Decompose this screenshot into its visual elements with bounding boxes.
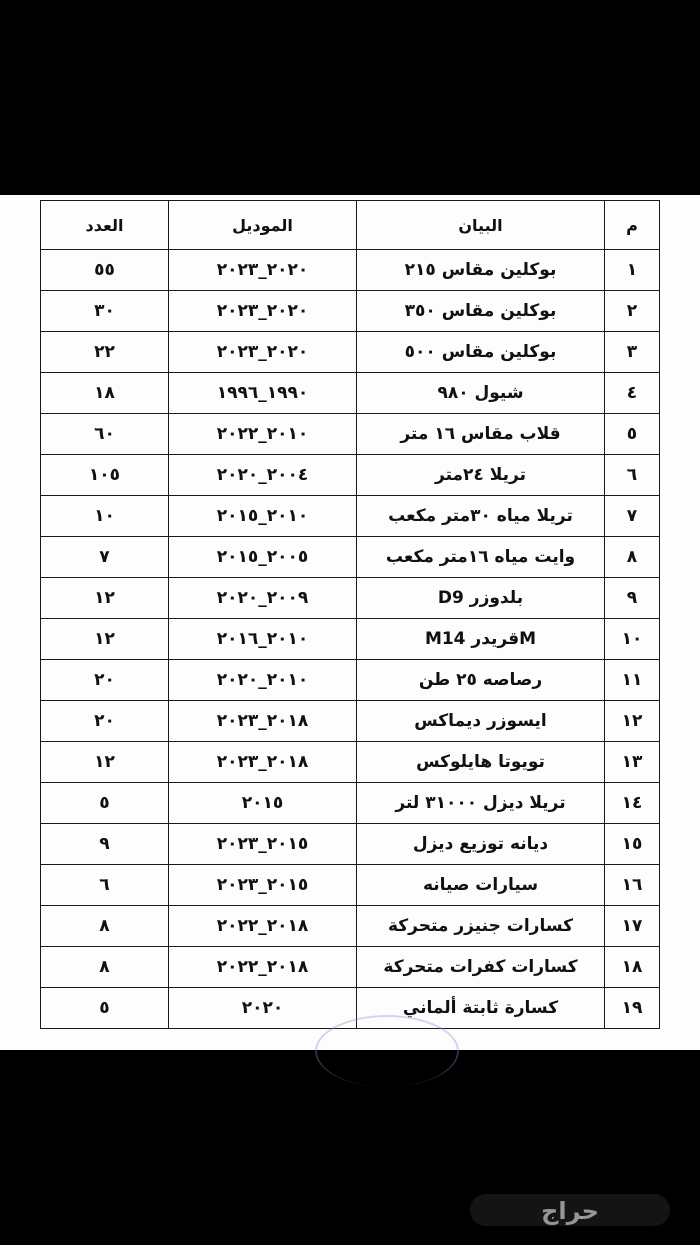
row-model: ٢٠٠٤_٢٠٢٠ — [169, 455, 357, 496]
row-description: قلاب مقاس ١٦ متر — [357, 414, 605, 455]
table-row — [41, 865, 660, 906]
row-quantity: ٦ — [41, 865, 169, 906]
row-num: ٣ — [605, 332, 660, 373]
row-quantity: ٨ — [41, 906, 169, 947]
table-row — [41, 660, 660, 701]
row-description: بوكلين مقاس ٣٥٠ — [357, 291, 605, 332]
row-model: ٢٠١٨_٢٠٢٣ — [169, 742, 357, 783]
watermark-text: حراج — [541, 1197, 599, 1225]
table-row — [41, 824, 660, 865]
row-description: شيول ٩٨٠ — [357, 373, 605, 414]
table-row — [41, 701, 660, 742]
row-num: ١٧ — [605, 906, 660, 947]
row-description: تريلا ديزل ٣١٠٠٠ لتر — [357, 783, 605, 824]
table-row — [41, 496, 660, 537]
row-quantity: ٨ — [41, 947, 169, 988]
row-model: ٢٠١٠_٢٠٢٢ — [169, 414, 357, 455]
table-row — [41, 455, 660, 496]
row-description: سيارات صيانه — [357, 865, 605, 906]
row-description: تويوتا هايلوكس — [357, 742, 605, 783]
row-description: كسارات جنيزر متحركة — [357, 906, 605, 947]
row-quantity: ٥ — [41, 988, 169, 1029]
row-description: ديانه توزيع ديزل — [357, 824, 605, 865]
header-num: م — [605, 201, 660, 250]
row-description: وايت مياه ١٦متر مكعب — [357, 537, 605, 578]
row-model: ٢٠١٠_٢٠٢٠ — [169, 660, 357, 701]
row-description: Mقريدر M14 — [357, 619, 605, 660]
row-num: ٨ — [605, 537, 660, 578]
row-quantity: ٩ — [41, 824, 169, 865]
row-model: ٢٠٠٥_٢٠١٥ — [169, 537, 357, 578]
row-num: ٦ — [605, 455, 660, 496]
row-quantity: ٥ — [41, 783, 169, 824]
row-num: ٥ — [605, 414, 660, 455]
row-description: تريلا مياه ٣٠متر مكعب — [357, 496, 605, 537]
row-num: ١٣ — [605, 742, 660, 783]
row-model: ٢٠١٥_٢٠٢٣ — [169, 824, 357, 865]
faded-stamp — [315, 1015, 459, 1087]
row-model: ٢٠١٥ — [169, 783, 357, 824]
row-description: ايسوزر ديماكس — [357, 701, 605, 742]
row-quantity: ١٢ — [41, 742, 169, 783]
row-description: بوكلين مقاس ٢١٥ — [357, 250, 605, 291]
row-description: كسارة ثابتة ألماني — [357, 988, 605, 1029]
row-model: ٢٠٢٠_٢٠٢٣ — [169, 291, 357, 332]
row-num: ٤ — [605, 373, 660, 414]
row-quantity: ٢٢ — [41, 332, 169, 373]
row-model: ٢٠١٨_٢٠٢٢ — [169, 947, 357, 988]
table-header-row — [41, 201, 660, 250]
row-model: ٢٠٢٠_٢٠٢٣ — [169, 250, 357, 291]
row-model: ٢٠٢٠ — [169, 988, 357, 1029]
row-model: ٢٠٢٠_٢٠٢٣ — [169, 332, 357, 373]
table-row — [41, 250, 660, 291]
row-quantity: ١٠ — [41, 496, 169, 537]
row-num: ١٦ — [605, 865, 660, 906]
header-quantity: العدد — [41, 201, 169, 250]
row-quantity: ٥٥ — [41, 250, 169, 291]
row-quantity: ٧ — [41, 537, 169, 578]
table-row — [41, 947, 660, 988]
row-quantity: ٢٠ — [41, 701, 169, 742]
row-quantity: ١٨ — [41, 373, 169, 414]
row-model: ٢٠١٠_٢٠١٥ — [169, 496, 357, 537]
table-row — [41, 414, 660, 455]
row-quantity: ٦٠ — [41, 414, 169, 455]
row-quantity: ١٢ — [41, 578, 169, 619]
table-row — [41, 332, 660, 373]
table-row — [41, 537, 660, 578]
row-num: ٧ — [605, 496, 660, 537]
row-quantity: ٢٠ — [41, 660, 169, 701]
row-quantity: ١٠٥ — [41, 455, 169, 496]
row-description: بلدوزر D9 — [357, 578, 605, 619]
row-description: كسارات كفرات متحركة — [357, 947, 605, 988]
haraj-watermark-logo — [470, 1190, 670, 1230]
row-model: ٢٠١٨_٢٠٢٣ — [169, 701, 357, 742]
row-num: ١٢ — [605, 701, 660, 742]
table-row — [41, 906, 660, 947]
table-row — [41, 291, 660, 332]
row-model: ٢٠١٨_٢٠٢٢ — [169, 906, 357, 947]
row-description: رصاصه ٢٥ طن — [357, 660, 605, 701]
table-row — [41, 373, 660, 414]
row-num: ١٨ — [605, 947, 660, 988]
row-description: بوكلين مقاس ٥٠٠ — [357, 332, 605, 373]
row-model: ١٩٩٠_١٩٩٦ — [169, 373, 357, 414]
row-num: ٢ — [605, 291, 660, 332]
row-num: ٩ — [605, 578, 660, 619]
row-num: ١٠ — [605, 619, 660, 660]
row-num: ١١ — [605, 660, 660, 701]
row-quantity: ١٢ — [41, 619, 169, 660]
row-description: تريلا ٢٤متر — [357, 455, 605, 496]
row-quantity: ٣٠ — [41, 291, 169, 332]
row-num: ١٥ — [605, 824, 660, 865]
row-num: ١ — [605, 250, 660, 291]
header-description: البيان — [357, 201, 605, 250]
table-row — [41, 578, 660, 619]
row-model: ٢٠١٠_٢٠١٦ — [169, 619, 357, 660]
document-page — [0, 195, 700, 1050]
row-model: ٢٠٠٩_٢٠٢٠ — [169, 578, 357, 619]
row-num: ١٩ — [605, 988, 660, 1029]
table-row — [41, 619, 660, 660]
table-row — [41, 783, 660, 824]
equipment-table — [40, 200, 660, 1029]
table-row — [41, 742, 660, 783]
row-num: ١٤ — [605, 783, 660, 824]
row-model: ٢٠١٥_٢٠٢٣ — [169, 865, 357, 906]
header-model: الموديل — [169, 201, 357, 250]
